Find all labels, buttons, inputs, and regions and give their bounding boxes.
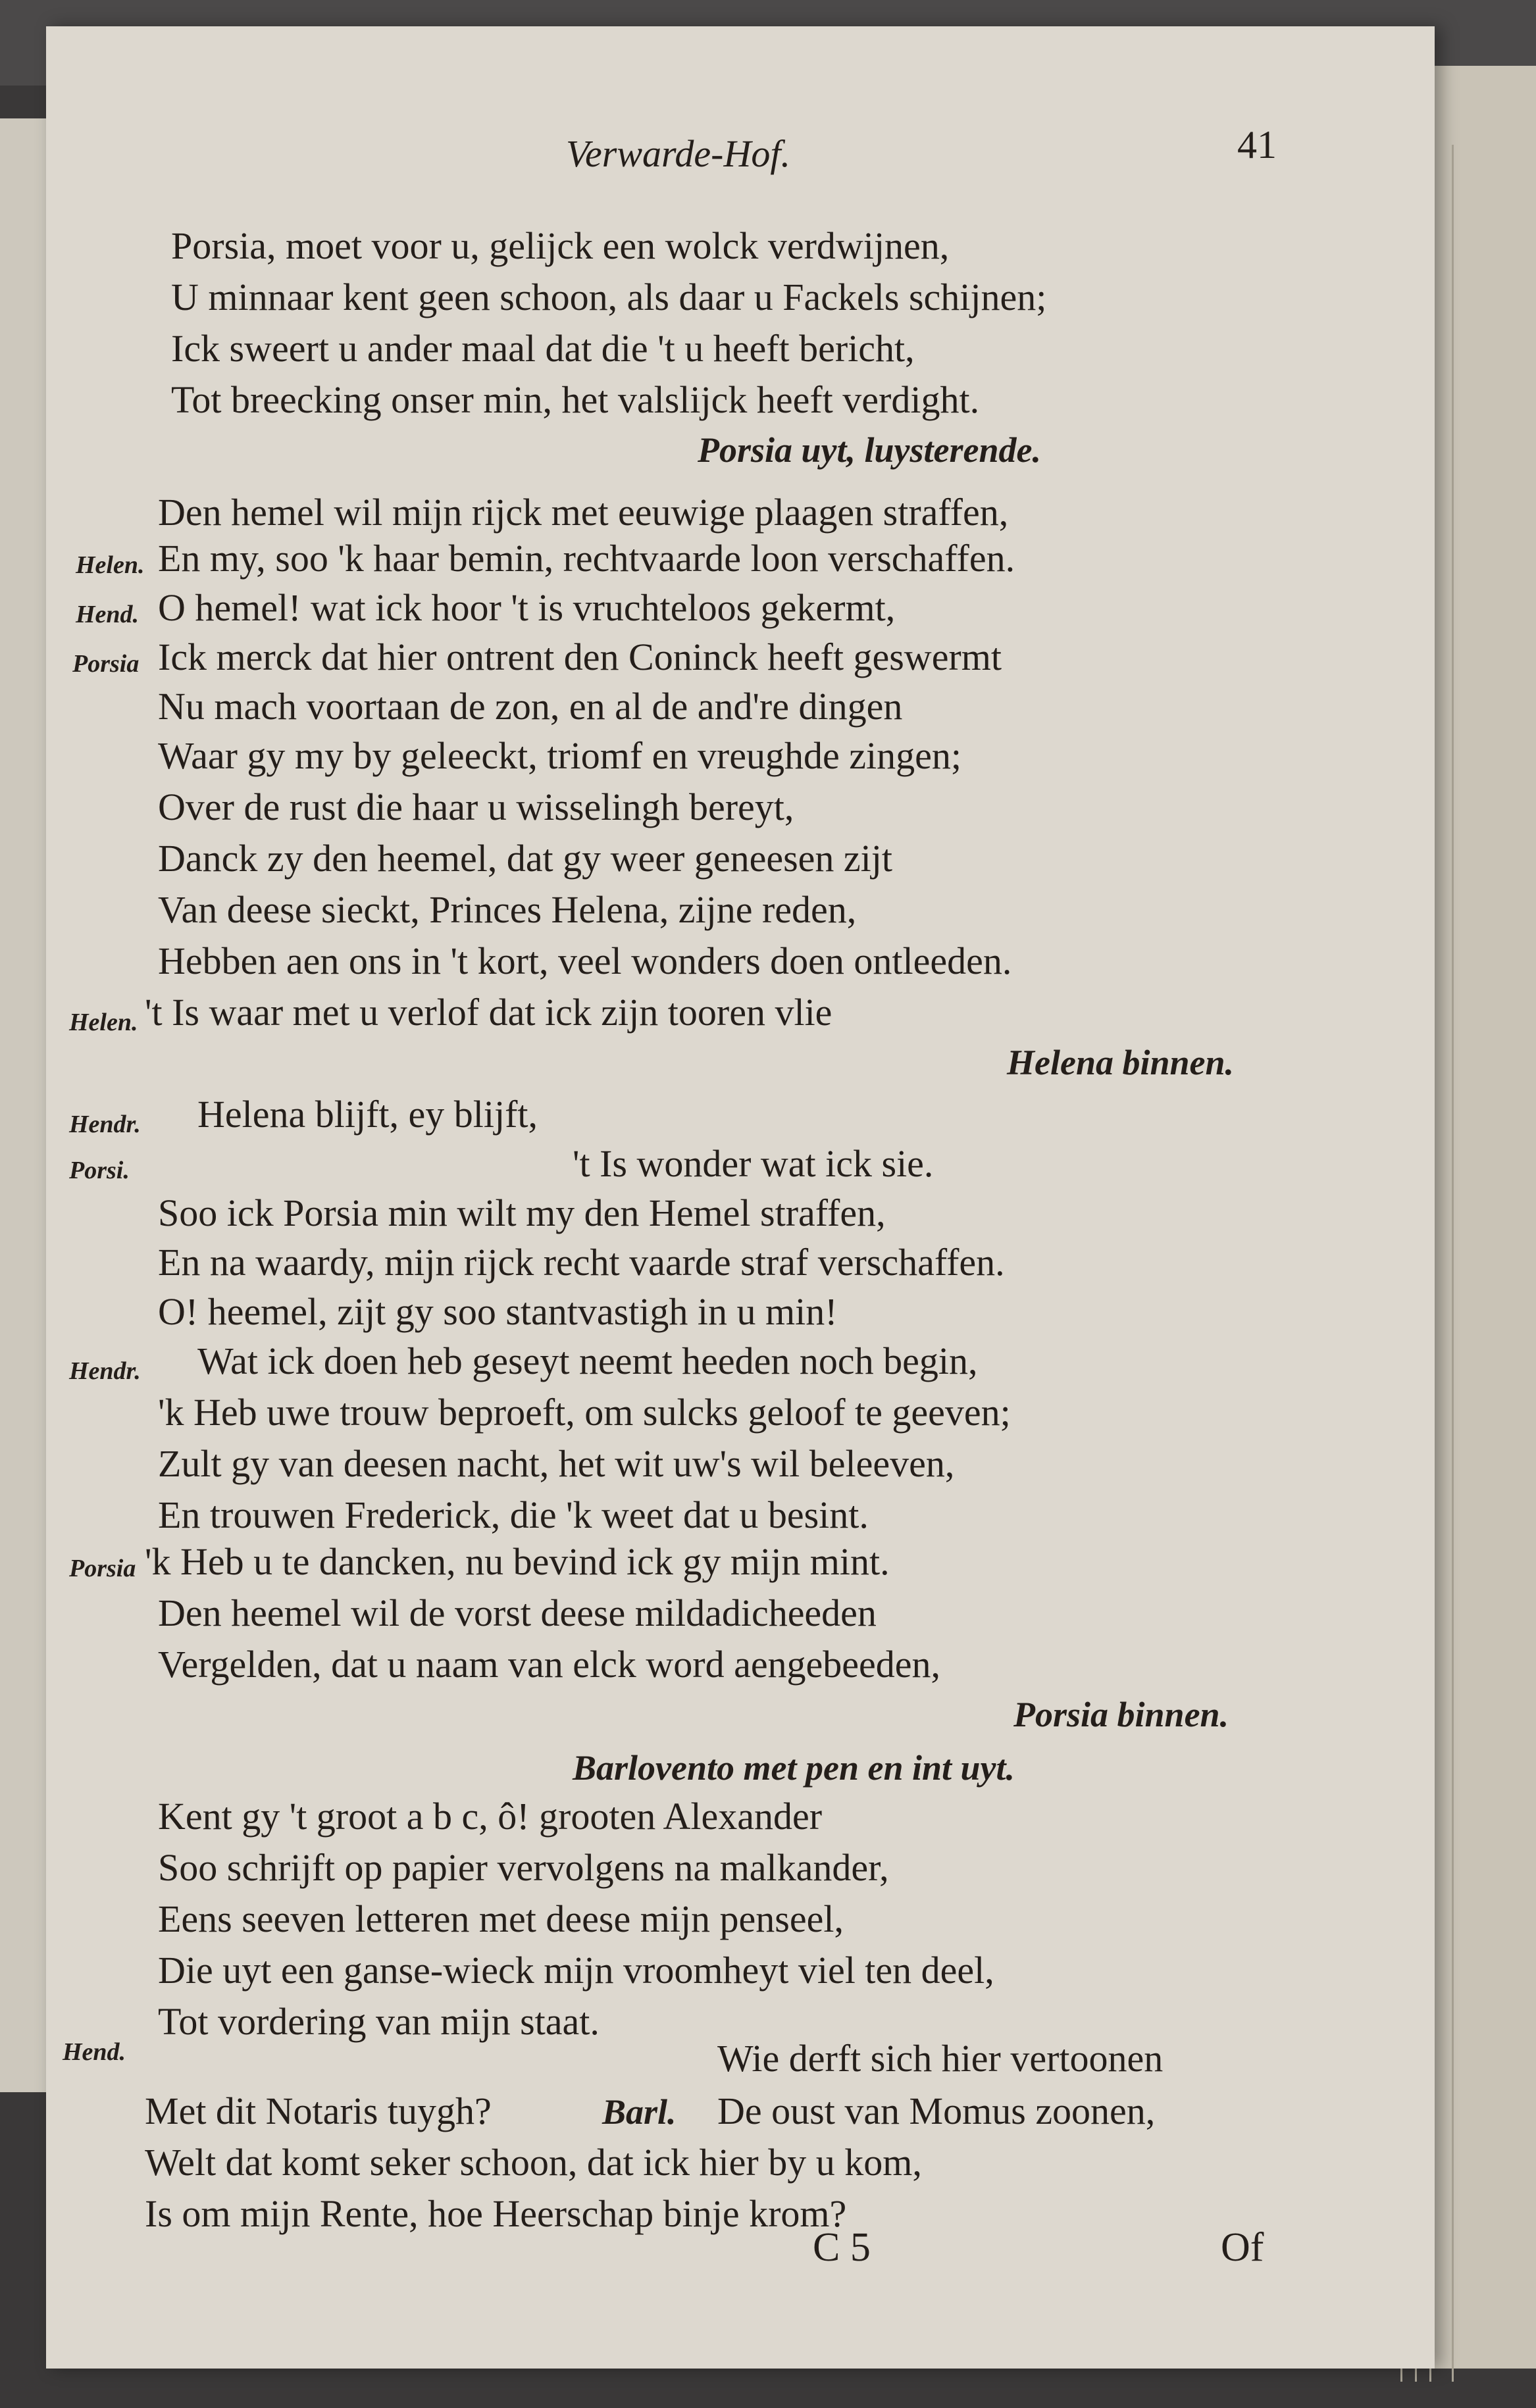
speaker-label: Helen. [69,1009,138,1036]
catchword: Of [1221,2225,1264,2270]
speaker-label: Hendr. [69,1111,141,1138]
running-header: Verwarde-Hof. [566,132,790,175]
page-edge-line [1452,145,1454,2382]
verse-line: Den hemel wil mijn rijck met eeuwige plaagen straffen, [158,491,1009,534]
verse-line: Ick merck dat hier ontrent den Coninck heeft geswermt [158,636,1002,678]
verse-line: Den heemel wil de vorst deese mildadicheeden [158,1592,877,1634]
verse-line: En my, soo 'k haar bemin, rechtvaarde loon verschaffen. [158,537,1015,580]
speaker-label: Porsia [72,650,140,678]
speaker-label: Porsia [69,1555,136,1582]
stage-direction: Helena binnen. [1007,1043,1235,1082]
verse-line: Nu mach voortaan de zon, en al de and're dingen [158,685,903,728]
verse-line: 'k Heb u te dancken, nu bevind ick gy mijn mint. [145,1540,890,1583]
verse-line: 'k Heb uwe trouw beproeft, om sulcks geloof te geeven; [158,1391,1011,1434]
verse-line: Over de rust die haar u wisselingh bereyt, [158,786,794,828]
facing-page-edge [0,118,51,2092]
verse-line: Tot vordering van mijn staat. [158,2000,600,2043]
verse-line: O! heemel, zijt gy soo stantvastigh in u min! [158,1290,838,1333]
verse-line: De oust van Momus zoonen, [717,2090,1156,2132]
verse-line: Danck zy den heemel, dat gy weer geneesen zijt [158,837,892,880]
verse-line: Helena blijft, ey blijft, [197,1093,538,1136]
stage-direction: Porsia uyt, luysterende. [698,430,1041,470]
verse-line: U minnaar kent geen schoon, als daar u Fackels schijnen; [171,276,1047,318]
verse-line: En trouwen Frederick, die 'k weet dat u besint. [158,1493,869,1536]
stage-direction: Barlovento met pen en int uyt. [573,1748,1015,1788]
speaker-label: Hendr. [69,1357,141,1385]
speaker-label: Hend. [63,2038,126,2066]
book-page [46,26,1435,2369]
verse-line: Van deese sieckt, Princes Helena, zijne reden, [158,888,857,931]
verse-line: Waar gy my by geleeckt, triomf en vreughde zingen; [158,734,961,777]
verse-line: Kent gy 't groot a b c, ô! grooten Alexander [158,1795,823,1838]
speaker-label: Barl. [602,2092,677,2132]
verse-line: Tot breecking onser min, het valslijck heeft verdight. [171,378,980,421]
verse-line: Zult gy van deesen nacht, het wit uw's wil beleeven, [158,1442,955,1485]
verse-line: Met dit Notaris tuygh? [145,2090,492,2132]
verse-line: 't Is wonder wat ick sie. [573,1142,934,1185]
verse-line: Soo schrijft op papier vervolgens na malkander, [158,1846,889,1889]
verse-line: Soo ick Porsia min wilt my den Hemel straffen, [158,1191,886,1234]
verse-line: Welt dat komt seker schoon, dat ick hier by u kom, [145,2141,922,2184]
verse-line: Is om mijn Rente, hoe Heerschap binje krom? [145,2192,847,2235]
speaker-label: Porsi. [69,1157,130,1184]
signature-mark: C 5 [813,2225,871,2270]
verse-line: Wie derft sich hier vertoonen [717,2037,1164,2080]
page-number: 41 [1237,123,1277,166]
verse-line: 't Is waar met u verlof dat ick zijn tooren vlie [145,991,832,1034]
verse-line: Vergelden, dat u naam van elck word aengebeeden, [158,1643,941,1686]
verse-line: Eens seeven letteren met deese mijn penseel, [158,1897,844,1940]
stage-direction: Porsia binnen. [1013,1695,1229,1734]
verse-line: En na waardy, mijn rijck recht vaarde straf verschaffen. [158,1241,1005,1284]
verse-line: Porsia, moet voor u, gelijck een wolck verdwijnen, [171,224,950,267]
speaker-label: Helen. [76,551,145,579]
speaker-label: Hend. [76,601,140,628]
verse-line: Die uyt een ganse-wieck mijn vroomheyt viel ten deel, [158,1949,994,1992]
verse-line: Ick sweert u ander maal dat die 't u heeft bericht, [171,327,915,370]
verse-line: Wat ick doen heb geseyt neemt heeden noch begin, [197,1340,978,1382]
verse-line: Hebben aen ons in 't kort, veel wonders doen ontleeden. [158,940,1012,982]
verse-line: O hemel! wat ick hoor 't is vruchteloos gekermt, [158,586,896,629]
